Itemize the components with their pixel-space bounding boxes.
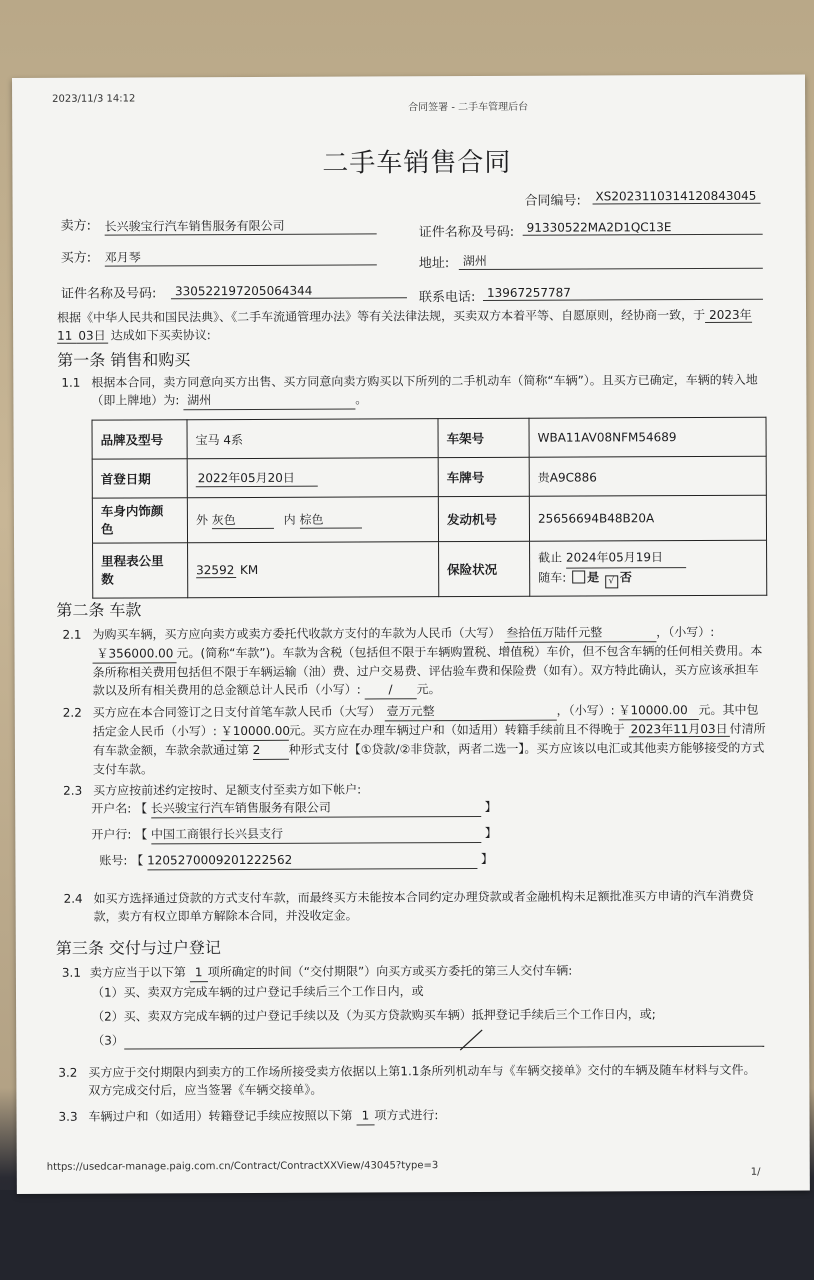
clause-3-3-a: 车辆过户和（如适用）转籍登记手续应按照以下第 [88, 1108, 353, 1124]
mileage-label-line-2: 数 [101, 571, 114, 587]
clause-2-2-e: 付清所有车款金额，车款余款通过第 [92, 721, 766, 758]
outer-color-label: 外 [195, 513, 208, 528]
brand-value: 宝马 4系 [187, 419, 438, 459]
buyer-name: 邓月琴 [105, 247, 377, 266]
intro-text: 根据《中华人民共和国民法典》、《二手车流通管理办法》等有关法律法规，买卖双方本着平等、自愿原则，经协商一致，于 [57, 307, 706, 325]
price-lower: ￥356000.00 [92, 644, 176, 663]
mileage-cell [188, 542, 439, 598]
total-amount-blank: / [365, 680, 417, 699]
clause-3-2-no: 3.2 [58, 1065, 78, 1080]
clause-3-3-no: 3.3 [58, 1109, 78, 1124]
buyer-phone-value: 13967257787 [483, 285, 763, 301]
color-cell [187, 497, 438, 543]
site-title: 合同签署 - 二手车管理后台 [408, 101, 529, 114]
clause-1-1-text-2: （即上牌地）为: [91, 393, 180, 408]
table-row [92, 417, 766, 459]
price-upper: 叁拾伍万陆仟元整 [504, 623, 656, 643]
clause-3-1-no: 3.1 [61, 965, 82, 980]
payment-method-no: 2 [253, 741, 289, 760]
clause-3-1 [90, 961, 766, 983]
clause-2-1-c: 元。(简称“车款”)。车款为含税（包括但不限于车辆购置税、增值税）车价，但不包含车辆的任何相关费用。本条所称相关费用包括但不限于车辆运输（油）费、过户交易费、评估验车费和保险费（如有）。双方特此确认，买方应该承担车款以及所有相关费用的总金额总计人民币（小写）: [92, 643, 763, 698]
bracket-left: 【 [135, 801, 148, 816]
clause-2-1-a: 为购买车辆，买方应向卖方或卖方委托代收款方支付的车款为人民币（大写） [92, 625, 501, 642]
buyer-addr-label: 地址: [418, 256, 450, 272]
buyer-id-value: 330522197205064344 [171, 283, 407, 299]
footer-url: https://usedcar-manage.paig.com.cn/Contract/ContractXXView/43045?type=3 [46, 1160, 439, 1173]
clause-2-1-no: 2.1 [62, 627, 82, 642]
seller-label: 卖方: [60, 218, 92, 234]
mileage-label [93, 543, 188, 598]
no-label: 否 [619, 570, 632, 585]
seller-name: 长兴骏宝行汽车销售服务有限公司 [105, 216, 377, 235]
clause-2-2-c: 元。其中包括定金人民币（小写）: [92, 702, 759, 739]
clause-3-2-text: 买方应于交付期限内到卖方的工作场所接受卖方依据以上第1.1条所列机动车与《车辆交接单》交付的车辆及随车材料与文件。双方完成交付后，应当签署《车辆交接单》。 [88, 1062, 756, 1098]
color-label-line-2: 色 [100, 521, 114, 537]
clause-1-1-no: 1.1 [61, 375, 81, 390]
clause-1-1 [91, 371, 771, 411]
clause-2-4-no: 2.4 [63, 891, 83, 906]
brand-label: 品牌及型号 [92, 420, 187, 459]
contract-no-label: 合同编号: [524, 193, 581, 209]
reg-date-cell [187, 458, 438, 498]
account-name-label: 开户名: [91, 801, 132, 816]
clause-3-3 [88, 1105, 764, 1127]
seller-id-value: 91330522MA2D1QC13E [523, 220, 763, 236]
buyer-addr-value: 湖州 [459, 251, 763, 270]
clause-2-1 [92, 623, 768, 701]
intro-date-2: 03日 [76, 329, 107, 344]
buyer-phone-label: 联系电话: [418, 289, 476, 306]
slash-mark [456, 1028, 486, 1052]
reg-date-value: 2022年05月20日 [196, 469, 318, 488]
table-row [93, 540, 767, 598]
plate-label: 车牌号 [438, 457, 529, 496]
account-name-value: 长兴骏宝行汽车销售服务有限公司 [151, 798, 481, 818]
account-no-label: 账号: [99, 853, 128, 868]
mileage-label-line-1: 里程表公里 [101, 553, 164, 569]
deposit-lower: ￥10000.00 [221, 722, 289, 741]
bank-row [91, 823, 591, 844]
account-name-row [91, 797, 591, 818]
insurance-until-value: 2024年05月19日 [566, 548, 686, 569]
intro-date-1: 2023年11 [57, 307, 752, 343]
yes-label: 是 [587, 570, 600, 585]
no-checkbox-checked: √ [605, 575, 618, 588]
dark-background [0, 1190, 814, 1280]
document-title: 二手车销售合同 [322, 147, 512, 179]
clause-2-2-d: 元。买方应在办理车辆过户和（如适用）转籍手续前且不得晚于 [288, 722, 625, 738]
insurance-label: 保险状况 [439, 541, 530, 596]
account-no-value: 1205270009201222562 [147, 850, 477, 870]
intro-paragraph [57, 306, 765, 345]
account-no-row [99, 849, 599, 870]
delivery-option-2: （2）买、卖双方完成车辆的过户登记手续以及（为买方贷款购买车辆）抵押登记手续后三个工作日内，或; [92, 1007, 656, 1024]
insurance-with-car-label: 随车: [538, 570, 567, 585]
color-label-line-1: 车身内饰颜 [100, 503, 164, 519]
down-payment-lower: ￥10000.00 [618, 701, 698, 720]
bracket-right: 】 [484, 825, 497, 840]
clause-2-2-no: 2.2 [62, 705, 82, 720]
final-payment-date: 2023年11月03日 [629, 722, 730, 737]
table-row [92, 495, 766, 543]
clause-2-3-no: 2.3 [63, 783, 83, 798]
section-3-title: 第三条 交付与过户登记 [55, 938, 221, 958]
inner-color-label: 内 [283, 512, 296, 527]
clause-2-4-text: 如买方选择通过贷款的方式支付车款，而最终买方未能按本合同约定办理贷款或者金融机构未足额批准买方申请的汽车消费贷款，卖方有权立即单方解除本合同，并没收定金。 [93, 888, 754, 924]
clause-3-3-b: 项方式进行: [374, 1108, 439, 1123]
contract-no-value: XS2023110314120843045 [592, 189, 760, 205]
clause-2-1-b: ，（小写）: [656, 624, 715, 640]
reg-date-label: 首登日期 [92, 459, 187, 498]
engine-value: 25656694B48B20A [529, 495, 766, 541]
section-2-title: 第二条 车款 [56, 600, 142, 620]
vin-label: 车架号 [438, 418, 529, 457]
buyer-label: 买方: [60, 250, 92, 266]
bracket-left: 【 [131, 853, 144, 868]
insurance-until-label: 截止 [538, 550, 563, 565]
table-row [92, 456, 766, 498]
delivery-option-1: （1）买、卖双方完成车辆的过户登记手续后三个工作日内，或 [91, 984, 424, 1000]
down-payment-upper: 壹万元整 [385, 702, 557, 722]
color-label [92, 498, 187, 543]
clause-2-3-text: 买方应按前述约定按时、足额支付至卖方如下帐户: [93, 782, 362, 798]
page-number: 1/ [750, 1166, 761, 1178]
clause-2-1-d: 元。 [416, 682, 441, 697]
delivery-option-3: （3） [92, 1033, 124, 1048]
yes-checkbox [572, 571, 585, 584]
inner-color-value: 棕色 [299, 510, 361, 528]
plate-value: 贵A9C886 [529, 456, 766, 496]
bracket-right: 】 [480, 851, 494, 866]
engine-label: 发动机号 [438, 496, 529, 541]
delivery-option-no: 1 [190, 963, 208, 982]
outer-color-value: 灰色 [212, 511, 274, 529]
bracket-left: 【 [135, 827, 148, 842]
section-1-title: 第一条 销售和购买 [57, 350, 191, 370]
clause-2-2 [93, 701, 769, 779]
bank-label: 开户行: [91, 827, 132, 842]
contract-page [12, 75, 810, 1194]
transfer-option-no: 1 [356, 1106, 374, 1125]
mileage-unit: KM [239, 562, 259, 577]
bank-value: 中国工商银行长兴县支行 [151, 824, 481, 844]
clause-2-2-f: 种形式支付【①贷款/②非贷款，两者二选一】。买方应该以电汇或其他卖方能够接受的方式支付车款。 [92, 740, 765, 777]
insurance-cell [530, 540, 767, 596]
transfer-place: 湖州 [183, 391, 355, 411]
buyer-id-label: 证件名称及号码: [60, 286, 157, 302]
mileage-value: 32592 [196, 562, 235, 577]
bracket-right: 】 [484, 799, 497, 814]
clause-2-2-b: ，（小写）: [556, 703, 615, 718]
option-3-blank [124, 1045, 764, 1050]
clause-1-1-end: 。 [355, 392, 368, 407]
vin-value: WBA11AV08NFM54689 [529, 417, 766, 457]
clause-3-1-a: 卖方应当于以下第 [89, 965, 186, 980]
seller-id-label: 证件名称及号码: [418, 224, 515, 241]
vehicle-info-table [91, 417, 767, 599]
print-datetime: 2023/11/3 14:12 [52, 93, 136, 105]
intro-tail: 达成如下买卖协议: [110, 328, 211, 343]
clause-2-2-a: 买方应在本合同签订之日支付首笔车款人民币（大写） [92, 704, 381, 720]
clause-1-1-text: 根据本合同，卖方同意向买方出售、买方同意向卖方购买以下所列的二手机动车（简称“车辆”）。且买方已确定，车辆的转入地 [91, 372, 758, 390]
clause-3-1-b: 项所确定的时间（“交付期限”）向买方或买方委托的第三人交付车辆: [207, 963, 573, 980]
